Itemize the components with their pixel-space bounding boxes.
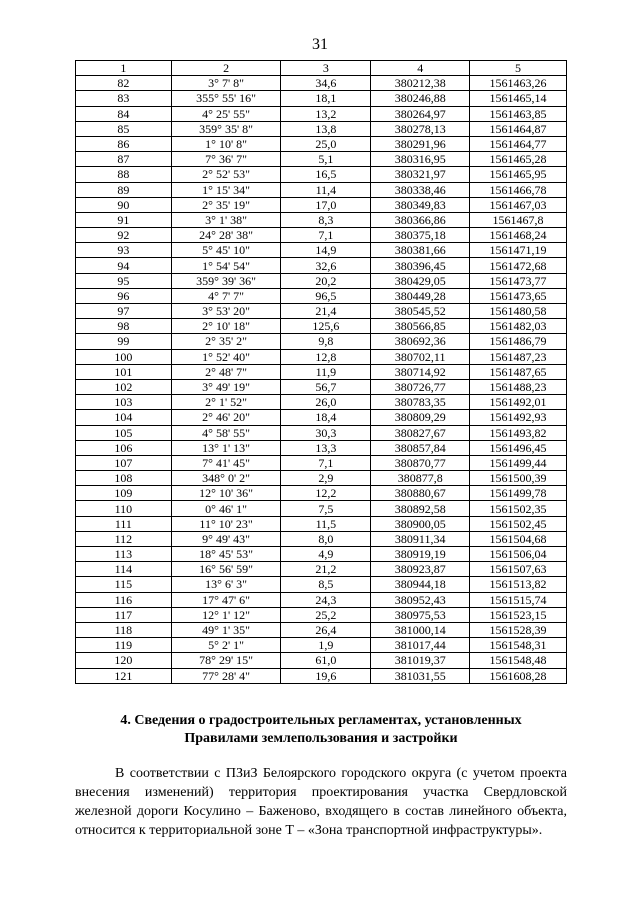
table-row	[76, 395, 567, 410]
table-cell: 1561492,93	[470, 410, 567, 425]
table-cell: 12° 1' 12"	[171, 607, 281, 622]
table-cell: 4° 58' 55"	[171, 425, 281, 440]
table-cell: 111	[76, 516, 172, 531]
table-cell: 9° 49' 43"	[171, 531, 281, 546]
table-cell: 380900,05	[371, 516, 470, 531]
table-cell: 11,9	[281, 364, 371, 379]
table-cell: 1° 15' 34"	[171, 182, 281, 197]
table-row	[76, 364, 567, 379]
table-cell: 92	[76, 228, 172, 243]
table-cell: 380952,43	[371, 592, 470, 607]
table-cell: 26,4	[281, 622, 371, 637]
table-row	[76, 410, 567, 425]
column-header: 5	[470, 61, 567, 76]
table-cell: 5° 2' 1"	[171, 638, 281, 653]
table-cell: 13,3	[281, 440, 371, 455]
table-row	[76, 653, 567, 668]
table-cell: 381000,14	[371, 622, 470, 637]
table-cell: 1561523,15	[470, 607, 567, 622]
table-cell: 110	[76, 501, 172, 516]
table-row	[76, 577, 567, 592]
table-cell: 381019,37	[371, 653, 470, 668]
table-cell: 2° 1' 52"	[171, 395, 281, 410]
table-row	[76, 182, 567, 197]
table-cell: 24,3	[281, 592, 371, 607]
table-cell: 5° 45' 10"	[171, 243, 281, 258]
table-cell: 12,8	[281, 349, 371, 364]
table-cell: 113	[76, 547, 172, 562]
table-cell: 49° 1' 35"	[171, 622, 281, 637]
table-cell: 77° 28' 4"	[171, 668, 281, 683]
table-cell: 1561464,87	[470, 121, 567, 136]
table-cell: 380545,52	[371, 304, 470, 319]
table-cell: 1561466,78	[470, 182, 567, 197]
table-cell: 380726,77	[371, 379, 470, 394]
table-header-row	[76, 61, 567, 76]
table-cell: 91	[76, 212, 172, 227]
table-cell: 2° 35' 2"	[171, 334, 281, 349]
section-title-line: 4. Сведения о градостроительных регламентах, установленных	[120, 713, 522, 728]
table-row	[76, 638, 567, 653]
table-cell: 1561487,65	[470, 364, 567, 379]
table-cell: 56,7	[281, 379, 371, 394]
table-cell: 7,5	[281, 501, 371, 516]
table-cell: 1561473,65	[470, 288, 567, 303]
table-row	[76, 622, 567, 637]
table-cell: 1561473,77	[470, 273, 567, 288]
table-cell: 1561548,48	[470, 653, 567, 668]
table-cell: 9,8	[281, 334, 371, 349]
table-cell: 2° 48' 7"	[171, 364, 281, 379]
table-cell: 21,4	[281, 304, 371, 319]
table-cell: 106	[76, 440, 172, 455]
table-cell: 20,2	[281, 273, 371, 288]
table-cell: 19,6	[281, 668, 371, 683]
table-cell: 119	[76, 638, 172, 653]
column-header: 1	[76, 61, 172, 76]
table-cell: 381031,55	[371, 668, 470, 683]
table-cell: 2° 10' 18"	[171, 319, 281, 334]
table-cell: 1561506,04	[470, 547, 567, 562]
table-row	[76, 592, 567, 607]
table-cell: 7,1	[281, 455, 371, 470]
table-row	[76, 273, 567, 288]
table-cell: 380278,13	[371, 121, 470, 136]
table-cell: 380566,85	[371, 319, 470, 334]
table-cell: 14,9	[281, 243, 371, 258]
table-row	[76, 212, 567, 227]
table-cell: 380923,87	[371, 562, 470, 577]
table-cell: 78° 29' 15"	[171, 653, 281, 668]
table-cell: 109	[76, 486, 172, 501]
table-cell: 1561513,82	[470, 577, 567, 592]
table-row	[76, 562, 567, 577]
section-title-line: Правилами землепользования и застройки	[184, 731, 458, 746]
table-cell: 1561468,24	[470, 228, 567, 243]
table-cell: 61,0	[281, 653, 371, 668]
table-cell: 32,6	[281, 258, 371, 273]
table-cell: 1561488,23	[470, 379, 567, 394]
table-cell: 1561465,14	[470, 91, 567, 106]
table-cell: 121	[76, 668, 172, 683]
table-cell: 21,2	[281, 562, 371, 577]
table-cell: 1561502,35	[470, 501, 567, 516]
table-cell: 380892,58	[371, 501, 470, 516]
table-cell: 1561486,79	[470, 334, 567, 349]
table-cell: 2° 52' 53"	[171, 167, 281, 182]
column-header: 4	[371, 61, 470, 76]
table-cell: 4° 7' 7"	[171, 288, 281, 303]
table-cell: 380857,84	[371, 440, 470, 455]
table-cell: 380944,18	[371, 577, 470, 592]
table-row	[76, 258, 567, 273]
table-cell: 85	[76, 121, 172, 136]
table-cell: 95	[76, 273, 172, 288]
table-cell: 18,4	[281, 410, 371, 425]
table-row	[76, 349, 567, 364]
table-cell: 116	[76, 592, 172, 607]
table-cell: 1561499,78	[470, 486, 567, 501]
table-cell: 380975,53	[371, 607, 470, 622]
table-cell: 380321,97	[371, 167, 470, 182]
table-cell: 96	[76, 288, 172, 303]
table-row	[76, 76, 567, 91]
table-cell: 380291,96	[371, 136, 470, 151]
table-row	[76, 607, 567, 622]
table-cell: 17,0	[281, 197, 371, 212]
table-cell: 108	[76, 471, 172, 486]
table-cell: 3° 53' 20"	[171, 304, 281, 319]
table-cell: 7° 41' 45"	[171, 455, 281, 470]
table-cell: 1° 10' 8"	[171, 136, 281, 151]
table-cell: 101	[76, 364, 172, 379]
table-cell: 3° 7' 8"	[171, 76, 281, 91]
table-row	[76, 228, 567, 243]
table-cell: 359° 35' 8"	[171, 121, 281, 136]
table-cell: 0° 46' 1"	[171, 501, 281, 516]
table-cell: 94	[76, 258, 172, 273]
table-cell: 16,5	[281, 167, 371, 182]
table-cell: 11° 10' 23"	[171, 516, 281, 531]
table-cell: 380827,67	[371, 425, 470, 440]
table-cell: 4° 25' 55"	[171, 106, 281, 121]
table-cell: 1561548,31	[470, 638, 567, 653]
table-cell: 355° 55' 16"	[171, 91, 281, 106]
table-cell: 380870,77	[371, 455, 470, 470]
table-row	[76, 531, 567, 546]
table-cell: 105	[76, 425, 172, 440]
table-cell: 34,6	[281, 76, 371, 91]
table-cell: 1561463,85	[470, 106, 567, 121]
table-row	[76, 288, 567, 303]
table-cell: 117	[76, 607, 172, 622]
table-cell: 13,2	[281, 106, 371, 121]
table-row	[76, 486, 567, 501]
table-cell: 25,0	[281, 136, 371, 151]
table-cell: 102	[76, 379, 172, 394]
table-cell: 90	[76, 197, 172, 212]
table-cell: 97	[76, 304, 172, 319]
coordinates-table	[75, 60, 567, 684]
table-cell: 1561487,23	[470, 349, 567, 364]
table-cell: 84	[76, 106, 172, 121]
table-cell: 380264,97	[371, 106, 470, 121]
table-cell: 1561463,26	[470, 76, 567, 91]
table-cell: 1,9	[281, 638, 371, 653]
table-row	[76, 91, 567, 106]
table-cell: 115	[76, 577, 172, 592]
table-cell: 93	[76, 243, 172, 258]
section-title	[75, 712, 567, 748]
table-row	[76, 319, 567, 334]
table-cell: 103	[76, 395, 172, 410]
table-cell: 8,5	[281, 577, 371, 592]
table-cell: 380880,67	[371, 486, 470, 501]
table-cell: 1561493,82	[470, 425, 567, 440]
table-cell: 26,0	[281, 395, 371, 410]
table-cell: 2° 46' 20"	[171, 410, 281, 425]
table-row	[76, 152, 567, 167]
table-cell: 88	[76, 167, 172, 182]
table-cell: 1561471,19	[470, 243, 567, 258]
table-cell: 380714,92	[371, 364, 470, 379]
table-cell: 89	[76, 182, 172, 197]
table-cell: 1561467,8	[470, 212, 567, 227]
table-cell: 4,9	[281, 547, 371, 562]
table-cell: 1561507,63	[470, 562, 567, 577]
table-cell: 1561504,68	[470, 531, 567, 546]
table-row	[76, 425, 567, 440]
table-cell: 18° 45' 53"	[171, 547, 281, 562]
table-cell: 98	[76, 319, 172, 334]
table-cell: 380692,36	[371, 334, 470, 349]
table-cell: 3° 49' 19"	[171, 379, 281, 394]
table-row	[76, 136, 567, 151]
table-row	[76, 547, 567, 562]
table-cell: 25,2	[281, 607, 371, 622]
table-cell: 359° 39' 36"	[171, 273, 281, 288]
table-cell: 99	[76, 334, 172, 349]
table-cell: 16° 56' 59"	[171, 562, 281, 577]
table-cell: 380809,29	[371, 410, 470, 425]
table-cell: 3° 1' 38"	[171, 212, 281, 227]
table-cell: 380911,34	[371, 531, 470, 546]
table-cell: 8,0	[281, 531, 371, 546]
table-cell: 120	[76, 653, 172, 668]
table-cell: 86	[76, 136, 172, 151]
table-cell: 17° 47' 6"	[171, 592, 281, 607]
table-cell: 380375,18	[371, 228, 470, 243]
table-cell: 380396,45	[371, 258, 470, 273]
table-row	[76, 243, 567, 258]
table-cell: 1561482,03	[470, 319, 567, 334]
table-cell: 125,6	[281, 319, 371, 334]
table-cell: 380338,46	[371, 182, 470, 197]
table-cell: 1561608,28	[470, 668, 567, 683]
table-cell: 7,1	[281, 228, 371, 243]
table-cell: 380429,05	[371, 273, 470, 288]
table-cell: 82	[76, 76, 172, 91]
table-cell: 380366,86	[371, 212, 470, 227]
table-cell: 381017,44	[371, 638, 470, 653]
table-row	[76, 471, 567, 486]
table-row	[76, 197, 567, 212]
table-cell: 83	[76, 91, 172, 106]
table-cell: 11,4	[281, 182, 371, 197]
table-cell: 114	[76, 562, 172, 577]
table-cell: 11,5	[281, 516, 371, 531]
table-cell: 1561480,58	[470, 304, 567, 319]
table-cell: 1° 54' 54"	[171, 258, 281, 273]
table-row	[76, 440, 567, 455]
table-row	[76, 379, 567, 394]
table-cell: 1561465,28	[470, 152, 567, 167]
table-cell: 1561502,45	[470, 516, 567, 531]
table-cell: 380919,19	[371, 547, 470, 562]
table-cell: 107	[76, 455, 172, 470]
column-header: 2	[171, 61, 281, 76]
table-cell: 380212,38	[371, 76, 470, 91]
table-row	[76, 668, 567, 683]
table-cell: 18,1	[281, 91, 371, 106]
table-row	[76, 334, 567, 349]
table-cell: 380783,35	[371, 395, 470, 410]
body-paragraph: В соответствии с ПЗиЗ Белоярского городского округа (с учетом проекта внесения изменений) территория проектирования участка Свердловской железной дороги Косулино – Баженово, входящего в состав линейного объекта, относится к территориальной зоне Т – «Зона транспортной инфраструктуры».	[75, 766, 567, 838]
table-cell: 2,9	[281, 471, 371, 486]
table-cell: 380877,8	[371, 471, 470, 486]
table-row	[76, 455, 567, 470]
table-cell: 30,3	[281, 425, 371, 440]
table-cell: 380702,11	[371, 349, 470, 364]
table-row	[76, 167, 567, 182]
table-cell: 1561528,39	[470, 622, 567, 637]
table-cell: 380449,28	[371, 288, 470, 303]
table-cell: 380246,88	[371, 91, 470, 106]
table-cell: 1561500,39	[470, 471, 567, 486]
table-cell: 104	[76, 410, 172, 425]
table-cell: 12° 10' 36"	[171, 486, 281, 501]
table-cell: 1561467,03	[470, 197, 567, 212]
table-cell: 348° 0' 2"	[171, 471, 281, 486]
table-cell: 13° 1' 13"	[171, 440, 281, 455]
table-cell: 1561465,95	[470, 167, 567, 182]
table-cell: 13,8	[281, 121, 371, 136]
table-cell: 1561499,44	[470, 455, 567, 470]
table-cell: 380316,95	[371, 152, 470, 167]
table-row	[76, 516, 567, 531]
table-cell: 8,3	[281, 212, 371, 227]
table-cell: 380381,66	[371, 243, 470, 258]
page-number: 31	[312, 36, 328, 53]
table-cell: 7° 36' 7"	[171, 152, 281, 167]
table-row	[76, 106, 567, 121]
table-cell: 1561464,77	[470, 136, 567, 151]
table-cell: 96,5	[281, 288, 371, 303]
table-cell: 1561496,45	[470, 440, 567, 455]
table-row	[76, 304, 567, 319]
table-cell: 118	[76, 622, 172, 637]
table-cell: 380349,83	[371, 197, 470, 212]
table-cell: 5,1	[281, 152, 371, 167]
table-cell: 1° 52' 40"	[171, 349, 281, 364]
table-cell: 12,2	[281, 486, 371, 501]
table-row	[76, 121, 567, 136]
table-cell: 2° 35' 19"	[171, 197, 281, 212]
table-row	[76, 501, 567, 516]
table-cell: 1561492,01	[470, 395, 567, 410]
table-cell: 112	[76, 531, 172, 546]
table-cell: 87	[76, 152, 172, 167]
column-header: 3	[281, 61, 371, 76]
table-cell: 13° 6' 3"	[171, 577, 281, 592]
table-cell: 24° 28' 38"	[171, 228, 281, 243]
table-cell: 1561515,74	[470, 592, 567, 607]
table-cell: 100	[76, 349, 172, 364]
table-cell: 1561472,68	[470, 258, 567, 273]
